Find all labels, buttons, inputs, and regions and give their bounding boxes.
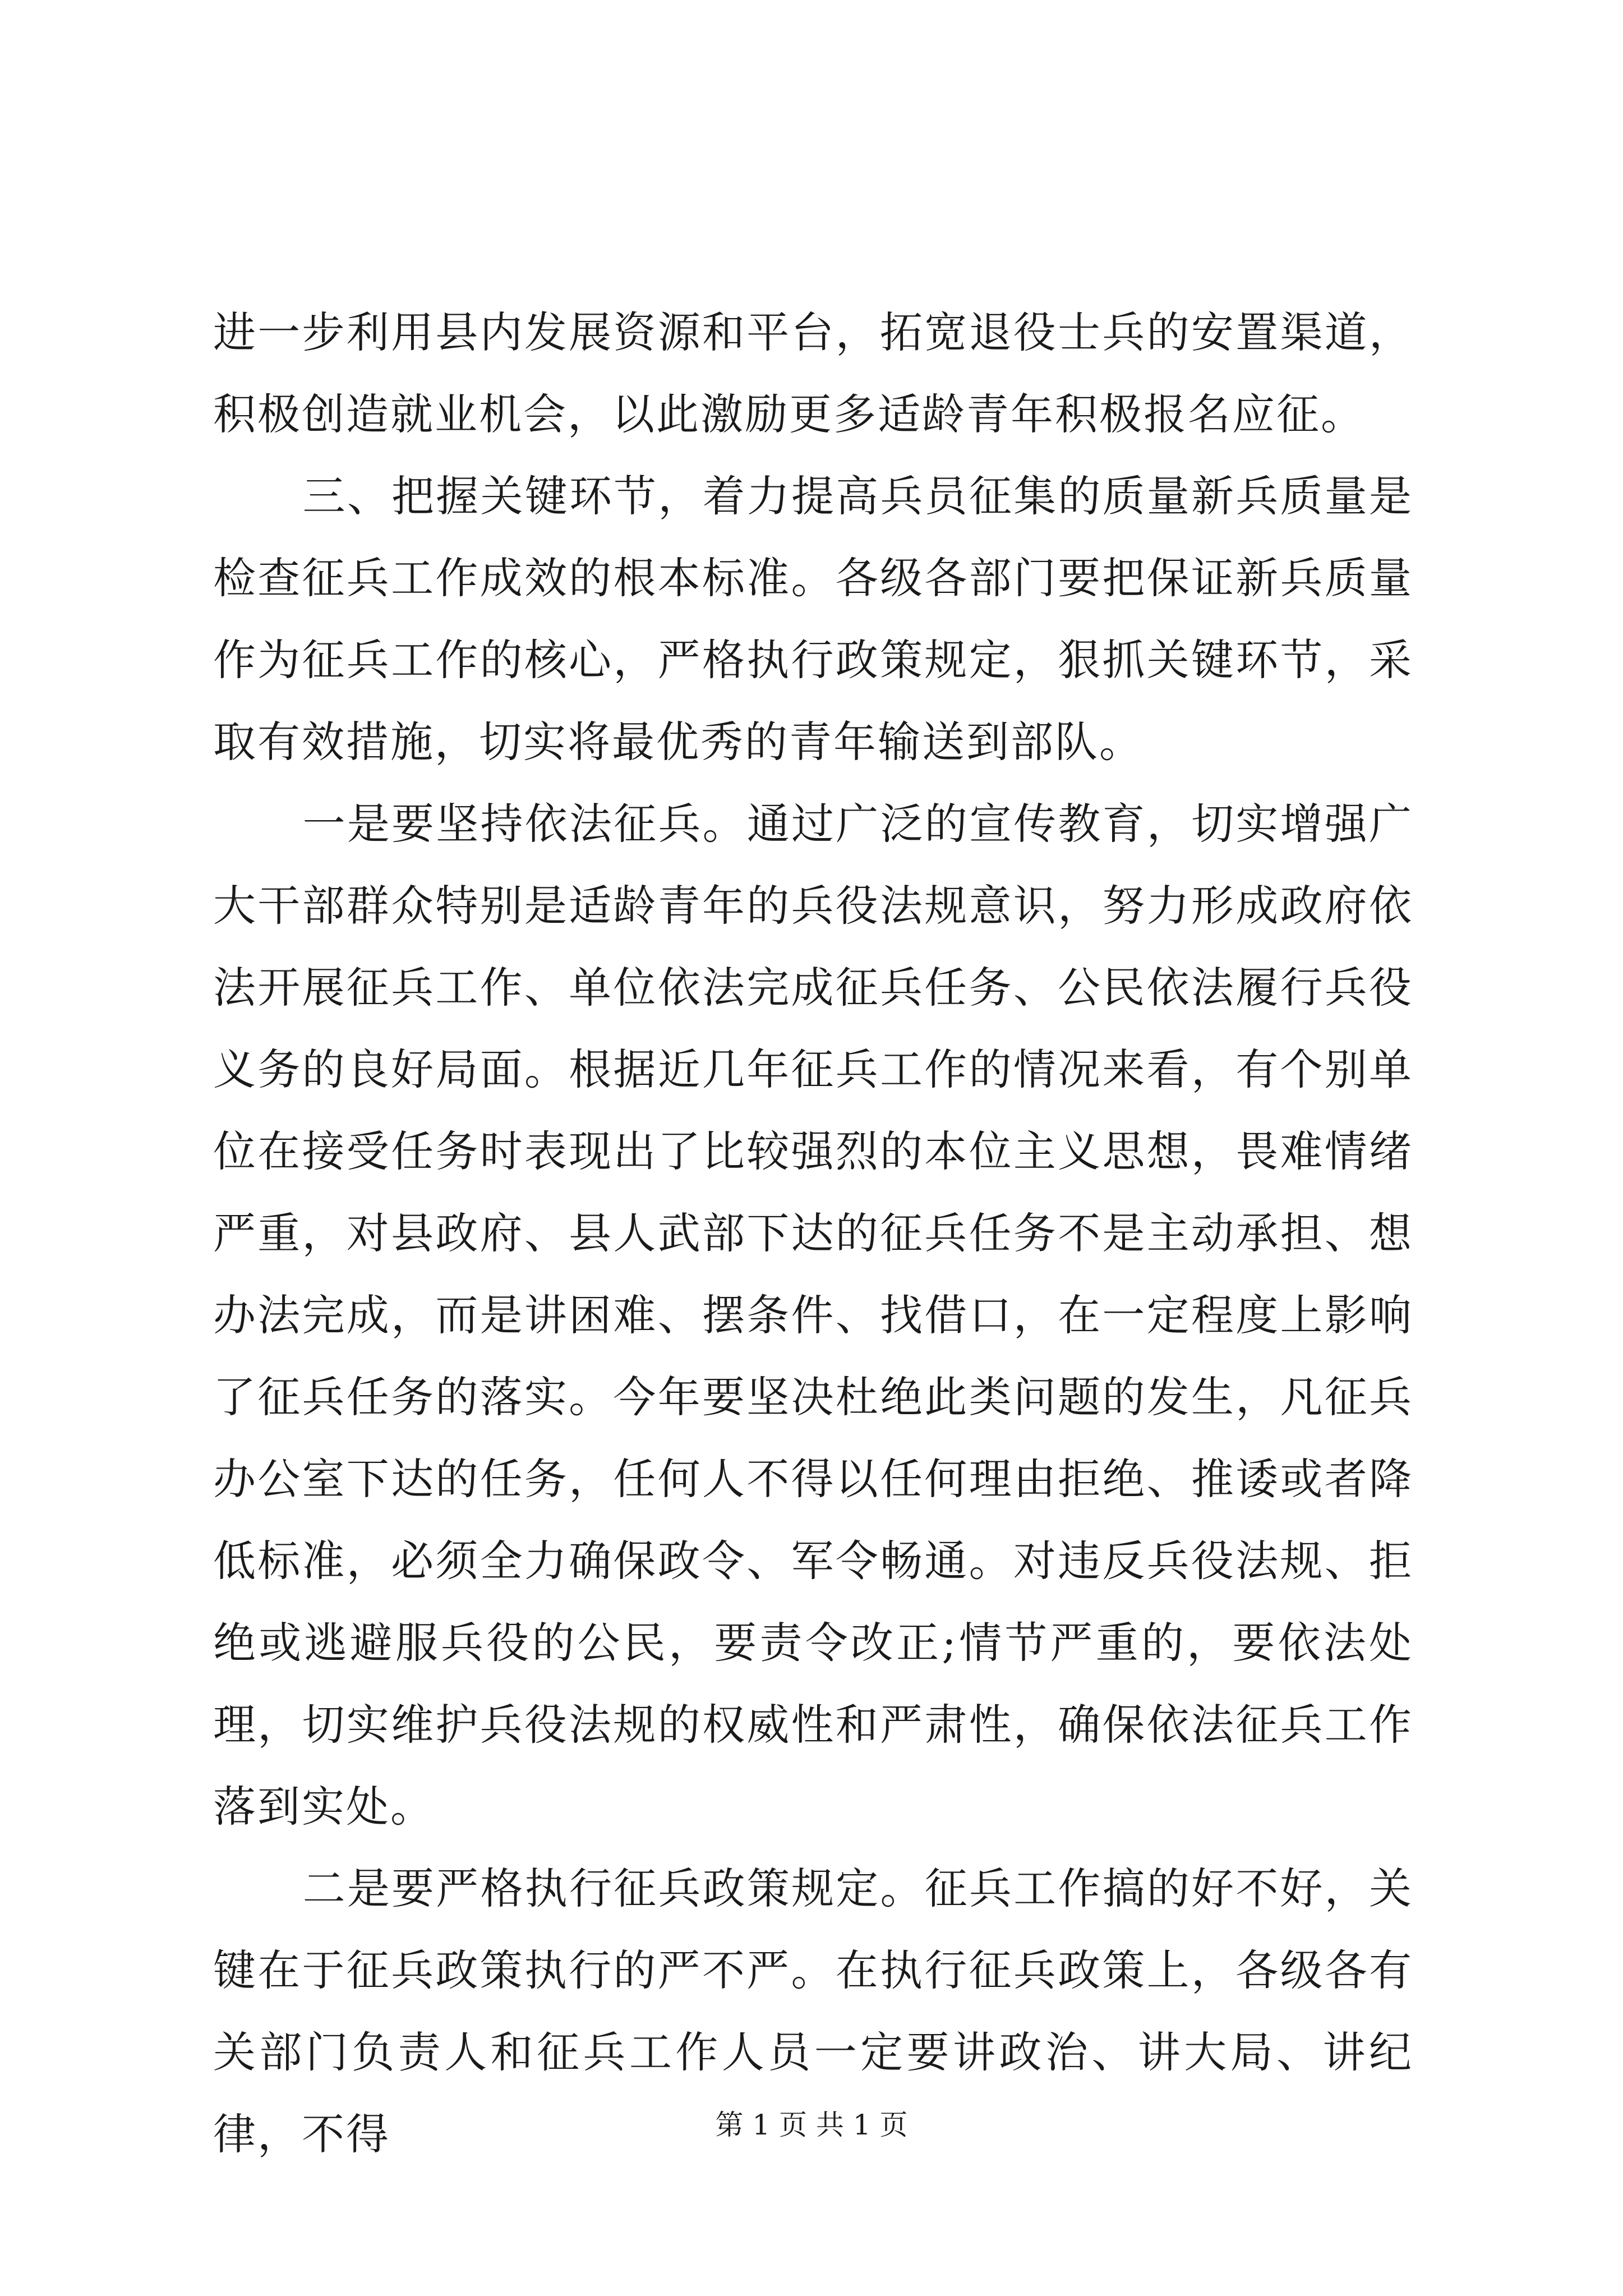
paragraph-4: 二是要严格执行征兵政策规定。征兵工作搞的好不好，关键在于征兵政策执行的严不严。在执行征兵政策上，各级各有关部门负责人和征兵工作人员一定要讲政治、讲大局、讲纪律，不得 <box>213 1864 1413 2159</box>
paragraph-1: 进一步利用县内发展资源和平台，拓宽退役士兵的安置渠道，积极创造就业机会，以此激励更多适龄青年积极报名应征。 <box>213 307 1413 439</box>
paragraph-2: 三、把握关键环节，着力提高兵员征集的质量新兵质量是检查征兵工作成效的根本标准。各级各部门要把保证新兵质量作为征兵工作的核心，严格执行政策规定，狠抓关键环节，采取有效措施，切实将最优秀的青年输送到部队。 <box>213 471 1413 767</box>
document-body <box>213 292 1413 2175</box>
page-footer: 第 1 页 共 1 页 <box>715 2109 908 2141</box>
paragraph-3: 一是要坚持依法征兵。通过广泛的宣传教育，切实增强广大干部群众特别是适龄青年的兵役法规意识，努力形成政府依法开展征兵工作、单位依法完成征兵任务、公民依法履行兵役义务的良好局面。根据近几年征兵工作的情况来看，有个别单位在接受任务时表现出了比较强烈的本位主义思想，畏难情绪严重，对县政府、县人武部下达的征兵任务不是主动承担、想办法完成，而是讲困难、摆条件、找借口，在一定程度上影响了征兵任务的落实。今年要坚决杜绝此类问题的发生，凡征兵办公室下达的任务，任何人不得以任何理由拒绝、推诿或者降低标准，必须全力确保政令、军令畅通。对违反兵役法规、拒绝或逃避服兵役的公民，要责令改正;情节严重的，要依法处理，切实维护兵役法规的权威性和严肃性，确保依法征兵工作落到实处。 <box>213 799 1413 1832</box>
